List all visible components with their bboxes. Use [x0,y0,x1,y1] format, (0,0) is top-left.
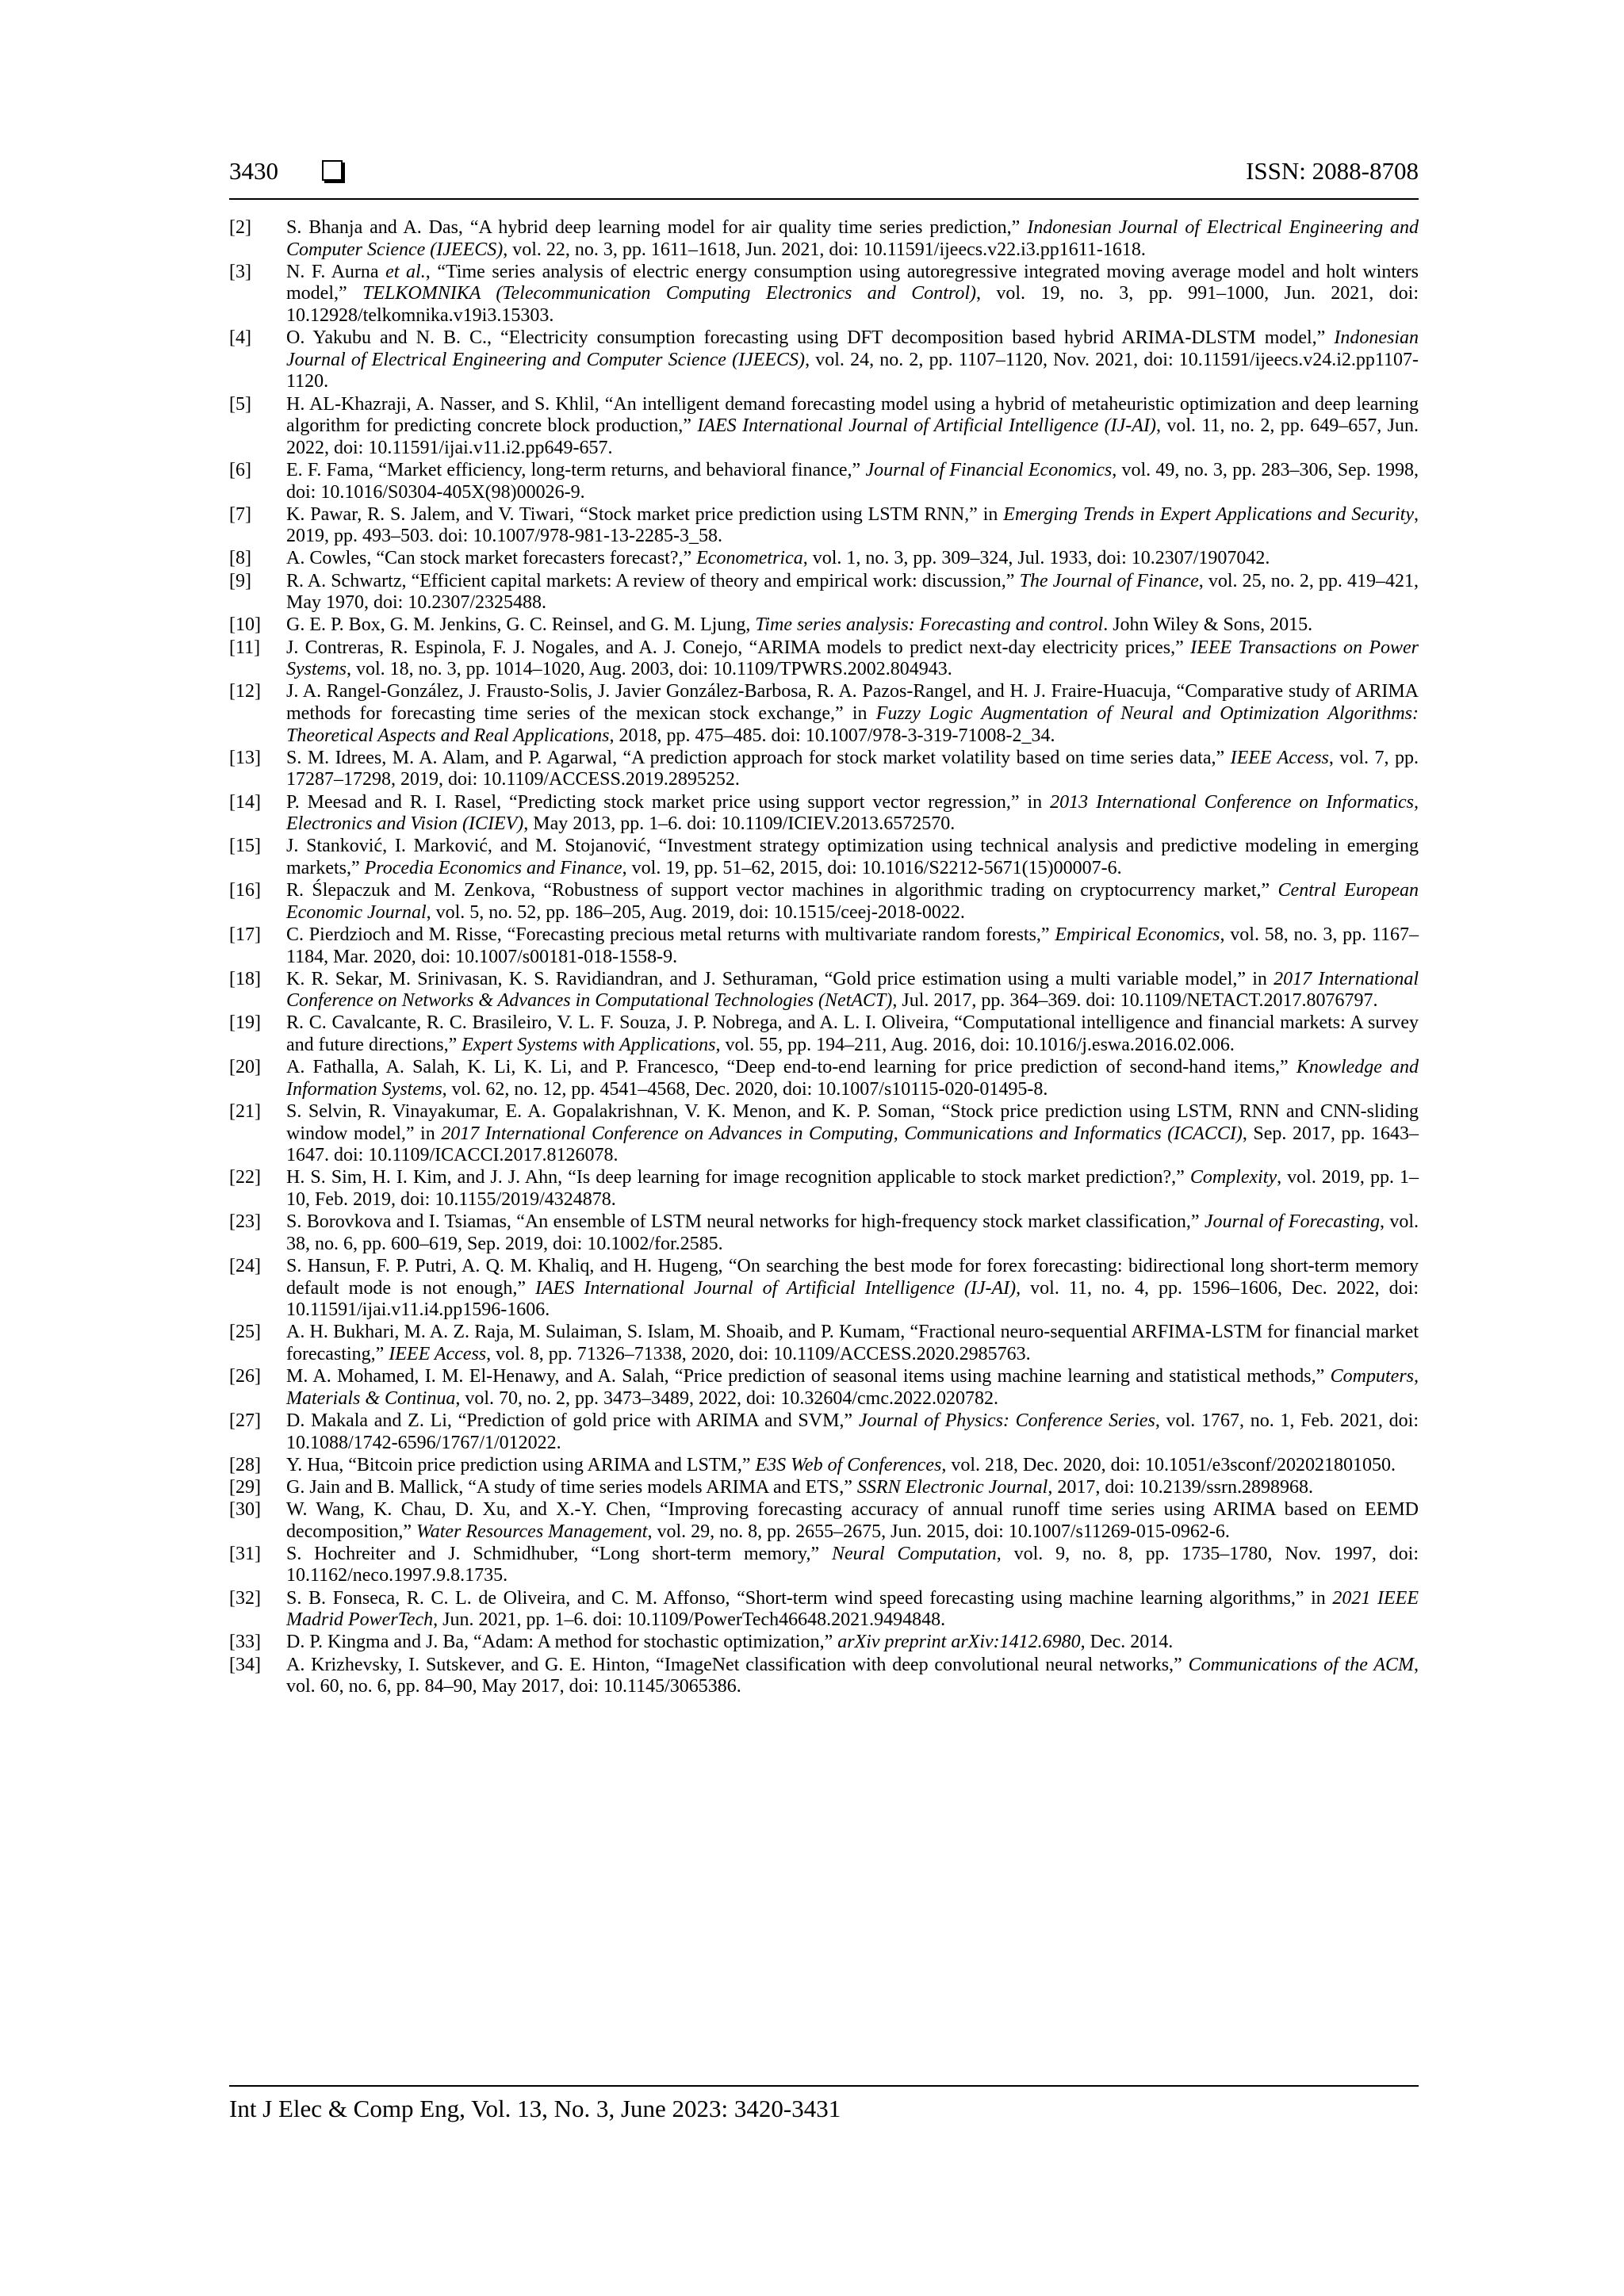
reference-list [229,217,1419,1698]
reference-venue: Central European Economic Journal [286,880,1419,923]
reference-venue: IAES International Journal of Artificial Intelligence (IJ-AI) [697,415,1156,437]
reference-number: [28] [229,1454,261,1475]
reference-number: [22] [229,1167,261,1188]
reference-item [229,548,1419,570]
reference-segment: , vol. 218, Dec. 2020, doi: 10.1051/e3sconf/202021801050. [941,1454,1396,1475]
reference-venue: Empirical Economics [1055,924,1220,945]
reference-segment: , vol. 11, no. 2, pp. 649–657, Jun. 2022, doi: 10.11591/ijai.v11.i2.pp649-657. [286,415,1419,458]
reference-segment: S. M. Idrees, M. A. Alam, and P. Agarwal, “A prediction approach for stock market volatility based on time series data,” [286,747,1231,768]
reference-segment: , vol. 2019, pp. 1–10, Feb. 2019, doi: 10.1155/2019/4324878. [286,1167,1419,1210]
reference-item [229,1366,1419,1410]
reference-segment: . John Wiley & Sons, 2015. [1103,614,1313,636]
reference-segment: D. Makala and Z. Li, “Prediction of gold price with ARIMA and SVM,” [286,1410,859,1431]
reference-segment: K. R. Sekar, M. Srinivasan, K. S. Ravidiandran, and J. Sethuraman, “Gold price estimation using a multi variable model,” in [286,968,1274,989]
reference-item [229,327,1419,393]
reference-number: [20] [229,1057,261,1078]
reference-segment: , vol. 19, no. 3, pp. 991–1000, Jun. 2021, doi: 10.12928/telkomnika.v19i3.15303. [286,283,1419,326]
reference-venue: Econometrica [696,548,803,569]
reference-segment: , “Time series analysis of electric energy consumption using autoregressive integrated moving average model and holt winters model,” [286,261,1419,304]
reference-item [229,1632,1419,1654]
reference-item [229,394,1419,460]
reference-text [286,924,1419,968]
reference-segment: , vol. 60, no. 6, pp. 84–90, May 2017, doi: 10.1145/3065386. [286,1654,1419,1697]
reference-venue: 2021 IEEE Madrid PowerTech [286,1587,1419,1631]
reference-text [286,1410,1419,1454]
reference-text [286,748,1419,791]
reference-number: [23] [229,1211,261,1233]
reference-venue: Water Resources Management [416,1521,648,1542]
reference-number: [21] [229,1101,261,1123]
reference-text [286,1167,1419,1211]
reference-venue: Expert Systems with Applications [462,1035,716,1056]
reference-text [286,1655,1419,1698]
reference-item [229,1499,1419,1543]
reference-segment: , vol. 70, no. 2, pp. 3473–3489, 2022, doi: 10.32604/cmc.2022.020782. [455,1387,998,1409]
reference-text [286,394,1419,460]
reference-segment: H. AL-Khazraji, A. Nasser, and S. Khlil, “An intelligent demand forecasting model using a hybrid of metaheuristic optimization and deep learning algorithm for predicting concrete block production,” [286,393,1419,437]
reference-text [286,571,1419,614]
reference-number: [26] [229,1366,261,1387]
reference-item [229,571,1419,614]
reference-segment: P. Meesad and R. I. Rasel, “Predicting stock market price using support vector regression,” in [286,791,1051,813]
reference-number: [33] [229,1632,261,1653]
reference-number: [19] [229,1012,261,1034]
reference-text [286,880,1419,924]
reference-text [286,1366,1419,1410]
reference-segment: , vol. 18, no. 3, pp. 1014–1020, Aug. 2003, doi: 10.1109/TPWRS.2002.804943. [346,659,952,680]
reference-item [229,1057,1419,1100]
reference-venue: IAES International Journal of Artificial Intelligence (IJ-AI) [535,1277,1017,1299]
reference-item [229,460,1419,503]
reference-venue: IEEE Transactions on Power Systems [286,637,1419,680]
reference-text [286,1057,1419,1100]
reference-venue: Indonesian Journal of Electrical Engineering and Computer Science (IJEECS) [286,327,1419,370]
reference-venue: Procedia Economics and Finance [364,857,622,878]
reference-segment: , May 2013, pp. 1–6. doi: 10.1109/ICIEV.2013.6572570. [523,813,956,835]
reference-venue: 2013 International Conference on Informatics, Electronics and Vision (ICIEV) [286,791,1419,835]
reference-venue: The Journal of Finance [1019,570,1199,591]
reference-venue: E3S Web of Conferences [755,1454,942,1475]
reference-item [229,1256,1419,1322]
reference-segment: , Jul. 2017, pp. 364–369. doi: 10.1109/NETACT.2017.8076797. [892,990,1378,1012]
reference-text [286,327,1419,393]
reference-text [286,1101,1419,1167]
reference-text [286,969,1419,1012]
footer-divider [229,2085,1419,2087]
reference-item [229,1012,1419,1056]
reference-number: [32] [229,1587,261,1609]
reference-venue: Fuzzy Logic Augmentation of Neural and Optimization Algorithms: Theoretical Aspects and Real Applications [286,703,1419,746]
reference-number: [4] [229,327,251,349]
reference-segment: , Dec. 2014. [1080,1632,1174,1653]
reference-text [286,1544,1419,1587]
reference-item [229,836,1419,879]
reference-text [286,504,1419,548]
reference-number: [6] [229,459,251,480]
reference-segment: Y. Hua, “Bitcoin price prediction using ARIMA and LSTM,” [286,1454,756,1475]
reference-number: [12] [229,681,261,702]
reference-item [229,880,1419,924]
reference-text [286,614,1419,637]
reference-number: [8] [229,548,251,569]
reference-segment: A. Cowles, “Can stock market forecasters forecast?,” [286,548,697,569]
issn-label: ISSN: 2088-8708 [1246,157,1419,185]
reference-item [229,1544,1419,1587]
reference-number: [16] [229,880,261,901]
reference-number: [25] [229,1322,261,1343]
reference-segment: A. Krizhevsky, I. Sutskever, and G. E. Hinton, “ImageNet classification with deep convolutional neural networks,” [286,1654,1189,1675]
reference-item [229,924,1419,968]
reference-number: [7] [229,503,251,525]
reference-venue: 2017 International Conference on Advances in Computing, Communications and Informatics (ICACCI) [441,1123,1243,1144]
reference-text [286,792,1419,836]
reference-item [229,1167,1419,1211]
reference-segment: M. A. Mohamed, I. M. El-Henawy, and A. Salah, “Price prediction of seasonal items using machine learning and statistical methods,” [286,1366,1331,1387]
reference-venue: et al. [385,261,426,282]
reference-text [286,836,1419,879]
reference-segment: , vol. 9, no. 8, pp. 1735–1780, Nov. 1997, doi: 10.1162/neco.1997.9.8.1735. [286,1543,1419,1586]
reference-text [286,460,1419,503]
reference-venue: arXiv preprint arXiv:1412.6980 [837,1632,1081,1653]
reference-number: [17] [229,924,261,945]
reference-segment: , Sep. 2017, pp. 1643–1647. doi: 10.1109/ICACCI.2017.8126078. [286,1123,1419,1166]
reference-number: [18] [229,968,261,989]
reference-text [286,548,1419,570]
reference-segment: J. Contreras, R. Espinola, F. J. Nogales, and A. J. Conejo, “ARIMA models to predict next-day electricity prices,” [286,637,1191,658]
reference-text [286,1211,1419,1255]
reference-venue: Journal of Financial Economics [865,459,1113,480]
reference-segment: S. B. Fonseca, R. C. L. de Oliveira, and C. M. Affonso, “Short-term wind speed forecasting using machine learning algorithms,” in [286,1587,1333,1609]
reference-item [229,1322,1419,1365]
reference-venue: Journal of Physics: Conference Series [858,1410,1155,1431]
reference-item [229,1410,1419,1454]
reference-segment: , vol. 7, pp. 17287–17298, 2019, doi: 10.1109/ACCESS.2019.2895252. [286,747,1419,790]
reference-item [229,792,1419,836]
reference-text [286,1455,1419,1477]
page-header [229,155,1419,200]
reference-segment: J. A. Rangel-González, J. Frausto-Solis, J. Javier González-Barbosa, R. A. Pazos-Rangel, and H. J. Fraire-Huacuja, “Comparative study of ARIMA methods for forecasting time series of the mexican stock exchange,” in [286,681,1419,724]
reference-venue: Knowledge and Information Systems [286,1057,1419,1100]
reference-number: [9] [229,570,251,591]
reference-number: [34] [229,1654,261,1675]
reference-venue: Indonesian Journal of Electrical Engineering and Computer Science (IJEECS) [286,217,1419,260]
reference-item [229,748,1419,791]
reference-segment: K. Pawar, R. S. Jalem, and V. Tiwari, “Stock market price prediction using LSTM RNN,” in [286,503,1004,525]
reference-segment: , vol. 38, no. 6, pp. 600–619, Sep. 2019, doi: 10.1002/for.2585. [286,1211,1419,1254]
reference-segment: C. Pierdzioch and M. Risse, “Forecasting precious metal returns with multivariate random forests,” [286,924,1055,945]
reference-number: [29] [229,1476,261,1498]
reference-venue: SSRN Electronic Journal [856,1476,1048,1498]
reference-segment: J. Stanković, I. Marković, and M. Stojanović, “Investment strategy optimization using technical analysis and predictive modeling in emerging markets,” [286,836,1419,878]
reference-segment: G. E. P. Box, G. M. Jenkins, G. C. Reinsel, and G. M. Ljung, [286,614,756,636]
reference-number: [2] [229,217,251,238]
reference-venue: Journal of Forecasting [1204,1211,1380,1233]
footer-citation: Int J Elec & Comp Eng, Vol. 13, No. 3, June 2023: 3420-3431 [229,2095,841,2122]
reference-number: [5] [229,393,251,415]
reference-text [286,1322,1419,1365]
reference-venue: 2017 International Conference on Networks & Advances in Computational Technologies (NetACT) [286,968,1419,1012]
reference-venue: Complexity [1189,1167,1277,1188]
reference-number: [15] [229,836,261,857]
reference-item [229,217,1419,261]
reference-segment: , vol. 1767, no. 1, Feb. 2021, doi: 10.1088/1742-6596/1767/1/012022. [286,1410,1419,1453]
reference-segment: G. Jain and B. Mallick, “A study of time series models ARIMA and ETS,” [286,1476,857,1498]
reference-segment: , vol. 49, no. 3, pp. 283–306, Sep. 1998, doi: 10.1016/S0304-405X(98)00026-9. [286,459,1419,503]
reference-text [286,217,1419,261]
reference-text [286,1499,1419,1543]
reference-segment: , vol. 11, no. 4, pp. 1596–1606, Dec. 2022, doi: 10.11591/ijai.v11.i4.pp1596-1606. [286,1277,1419,1321]
reference-item [229,1655,1419,1698]
square-icon [322,160,343,181]
reference-number: [30] [229,1499,261,1521]
reference-segment: , vol. 1, no. 3, pp. 309–324, Jul. 1933, doi: 10.2307/1907042. [802,548,1270,569]
reference-item [229,1455,1419,1477]
reference-segment: H. S. Sim, H. I. Kim, and J. J. Ahn, “Is deep learning for image recognition applicable to stock market prediction?,” [286,1167,1190,1188]
reference-segment: , Jun. 2021, pp. 1–6. doi: 10.1109/PowerTech46648.2021.9494848. [433,1609,946,1631]
reference-text [286,1012,1419,1056]
reference-segment: , vol. 24, no. 2, pp. 1107–1120, Nov. 2021, doi: 10.11591/ijeecs.v24.i2.pp1107-1120. [286,349,1419,392]
reference-number: [14] [229,791,261,813]
page-number: 3430 [229,157,278,185]
reference-item [229,1211,1419,1255]
reference-segment: S. Hochreiter and J. Schmidhuber, “Long short-term memory,” [286,1543,832,1564]
reference-segment: S. Borovkova and I. Tsiamas, “An ensemble of LSTM neural networks for high-frequency stock market classification,” [286,1211,1205,1233]
reference-segment: S. Hansun, F. P. Putri, A. Q. M. Khaliq, and H. Hugeng, “On searching the best mode for forex forecasting: bidirectional long short-term memory default mode is not enough,” [286,1255,1419,1299]
reference-text [286,681,1419,747]
reference-segment: , 2017, doi: 10.2139/ssrn.2898968. [1048,1476,1314,1498]
reference-number: [11] [229,637,261,658]
reference-text [286,1632,1419,1654]
reference-number: [3] [229,261,251,282]
reference-venue: Neural Computation [831,1543,997,1564]
reference-segment: O. Yakubu and N. B. C., “Electricity consumption forecasting using DFT decomposition based hybrid ARIMA-DLSTM model,” [286,327,1335,349]
reference-venue: IEEE Access [389,1343,487,1364]
reference-item [229,969,1419,1012]
reference-segment: E. F. Fama, “Market efficiency, long-term returns, and behavioral finance,” [286,459,866,480]
reference-segment: , vol. 58, no. 3, pp. 1167–1184, Mar. 2020, doi: 10.1007/s00181-018-1558-9. [286,924,1419,967]
reference-text [286,637,1419,681]
reference-text [286,1477,1419,1499]
reference-venue: Emerging Trends in Expert Applications and Security [1003,503,1415,525]
reference-segment: , vol. 5, no. 52, pp. 186–205, Aug. 2019, doi: 10.1515/ceej-2018-0022. [426,901,965,923]
reference-item [229,1588,1419,1632]
reference-segment: R. Ślepaczuk and M. Zenkova, “Robustness of support vector machines in algorithmic trading on cryptocurrency market,” [286,880,1278,901]
reference-venue: TELKOMNIKA (Telecommunication Computing Electronics and Control) [362,283,976,304]
reference-number: [27] [229,1410,261,1431]
reference-item [229,1101,1419,1167]
reference-segment: , 2019, pp. 493–503. doi: 10.1007/978-981-13-2285-3_58. [286,503,1419,547]
reference-segment: , vol. 25, no. 2, pp. 419–421, May 1970, doi: 10.2307/2325488. [286,570,1419,614]
reference-number: [13] [229,747,261,768]
reference-venue: Computers, Materials & Continua [286,1366,1419,1409]
reference-venue: Time series analysis: Forecasting and control [755,614,1104,636]
reference-segment: A. H. Bukhari, M. A. Z. Raja, M. Sulaiman, S. Islam, M. Shoaib, and P. Kumam, “Fractional neuro-sequential ARFIMA-LSTM for financial market forecasting,” [286,1322,1419,1364]
reference-segment: R. C. Cavalcante, R. C. Brasileiro, V. L. F. Souza, J. P. Nobrega, and A. L. I. Oliveira, “Computational intelligence and financial markets: A survey and future directions,” [286,1012,1419,1056]
reference-segment: D. P. Kingma and J. Ba, “Adam: A method for stochastic optimization,” [286,1632,838,1653]
reference-number: [24] [229,1255,261,1276]
reference-item [229,504,1419,548]
reference-text [286,1256,1419,1322]
reference-item [229,637,1419,681]
reference-item [229,614,1419,637]
reference-segment: A. Fathalla, A. Salah, K. Li, K. Li, and P. Francesco, “Deep end-to-end learning for price prediction of second-hand items,” [286,1057,1297,1078]
reference-item [229,681,1419,747]
reference-segment: , vol. 55, pp. 194–211, Aug. 2016, doi: 10.1016/j.eswa.2016.02.006. [715,1035,1235,1056]
reference-segment: , vol. 22, no. 3, pp. 1611–1618, Jun. 2021, doi: 10.11591/ijeecs.v22.i3.pp1611-1618. [503,239,1146,260]
reference-segment: N. F. Aurna [286,261,386,282]
reference-number: [31] [229,1543,261,1564]
reference-segment: W. Wang, K. Chau, D. Xu, and X.-Y. Chen, “Improving forecasting accuracy of annual runoff time series using ARIMA based on EEMD decomposition,” [286,1499,1419,1542]
reference-segment: , vol. 19, pp. 51–62, 2015, doi: 10.1016/S2212-5671(15)00007-6. [622,857,1122,878]
reference-segment: , vol. 62, no. 12, pp. 4541–4568, Dec. 2020, doi: 10.1007/s10115-020-01495-8. [442,1078,1048,1100]
reference-text [286,262,1419,327]
reference-item [229,1477,1419,1499]
reference-venue: Communications of the ACM [1188,1654,1414,1675]
reference-segment: , 2018, pp. 475–485. doi: 10.1007/978-3-319-71008-2_34. [609,725,1055,746]
reference-venue: IEEE Access [1230,747,1329,768]
reference-text [286,1588,1419,1632]
reference-segment: R. A. Schwartz, “Efficient capital markets: A review of theory and empirical work: discussion,” [286,570,1020,591]
reference-segment: , vol. 29, no. 8, pp. 2655–2675, Jun. 2015, doi: 10.1007/s11269-015-0962-6. [647,1521,1230,1542]
reference-segment: , vol. 8, pp. 71326–71338, 2020, doi: 10.1109/ACCESS.2020.2985763. [486,1343,1031,1364]
reference-item [229,262,1419,327]
reference-segment: S. Bhanja and A. Das, “A hybrid deep learning model for air quality time series prediction,” [286,217,1028,238]
reference-number: [10] [229,614,261,636]
reference-segment: S. Selvin, R. Vinayakumar, E. A. Gopalakrishnan, V. K. Menon, and K. P. Soman, “Stock price prediction using LSTM, RNN and CNN-sliding window model,” in [286,1101,1419,1144]
